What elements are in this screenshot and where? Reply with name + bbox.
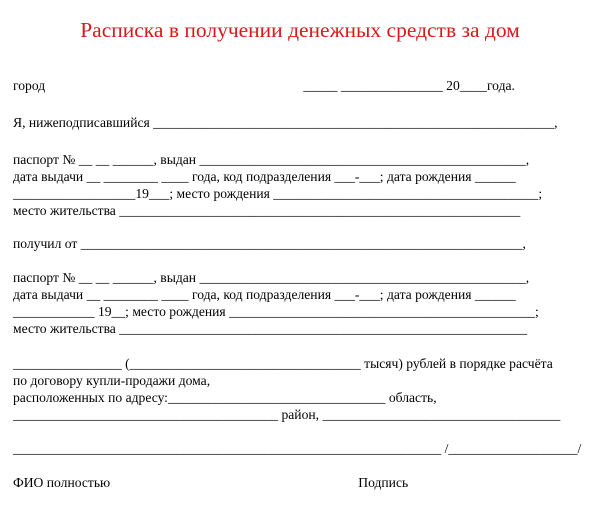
- address-district-line: _______________________________________ район, ___________________________________: [13, 407, 561, 422]
- passport-line-1: паспорт № __ __ ______, выдан ________________________________________________,: [13, 152, 530, 167]
- address-region-line: расположенных по адресу:________________________________ область,: [13, 390, 437, 405]
- document-title: Расписка в получении денежных средств за дом: [80, 18, 520, 42]
- birth-place-line-1: __________________19___; место рождения _______________________________________;: [13, 186, 543, 201]
- contract-line: по договору купли-продажи дома,: [13, 373, 211, 388]
- signature-fields-line: _______________________________________________________________ /___________________/: [13, 441, 582, 456]
- undersigned-line: Я, нижеподписавшийся ___________________________________________________________,: [13, 115, 558, 130]
- passport-line-2: паспорт № __ __ ______, выдан ________________________________________________,: [13, 270, 530, 285]
- birth-place-line-2: ____________ 19__; место рождения _____________________________________________;: [13, 304, 539, 319]
- residence-line-2: место жительства ____________________________________________________________: [13, 321, 528, 336]
- signature-labels-line: ФИО полностью Подпись: [13, 475, 409, 490]
- issue-date-line-2: дата выдачи __ ________ ____ года, код подразделения ___-___; дата рождения ______: [13, 287, 516, 302]
- city-date-line: город _____ _______________ 20____года.: [13, 78, 515, 93]
- residence-line-1: место жительства ___________________________________________________________: [13, 203, 521, 218]
- amount-line: ________________ (__________________________________ тысяч) рублей в порядке расчёта: [13, 356, 553, 371]
- received-from-line: получил от _________________________________________________________________,: [13, 236, 526, 251]
- issue-date-line-1: дата выдачи __ ________ ____ года, код подразделения ___-___; дата рождения ______: [13, 169, 516, 184]
